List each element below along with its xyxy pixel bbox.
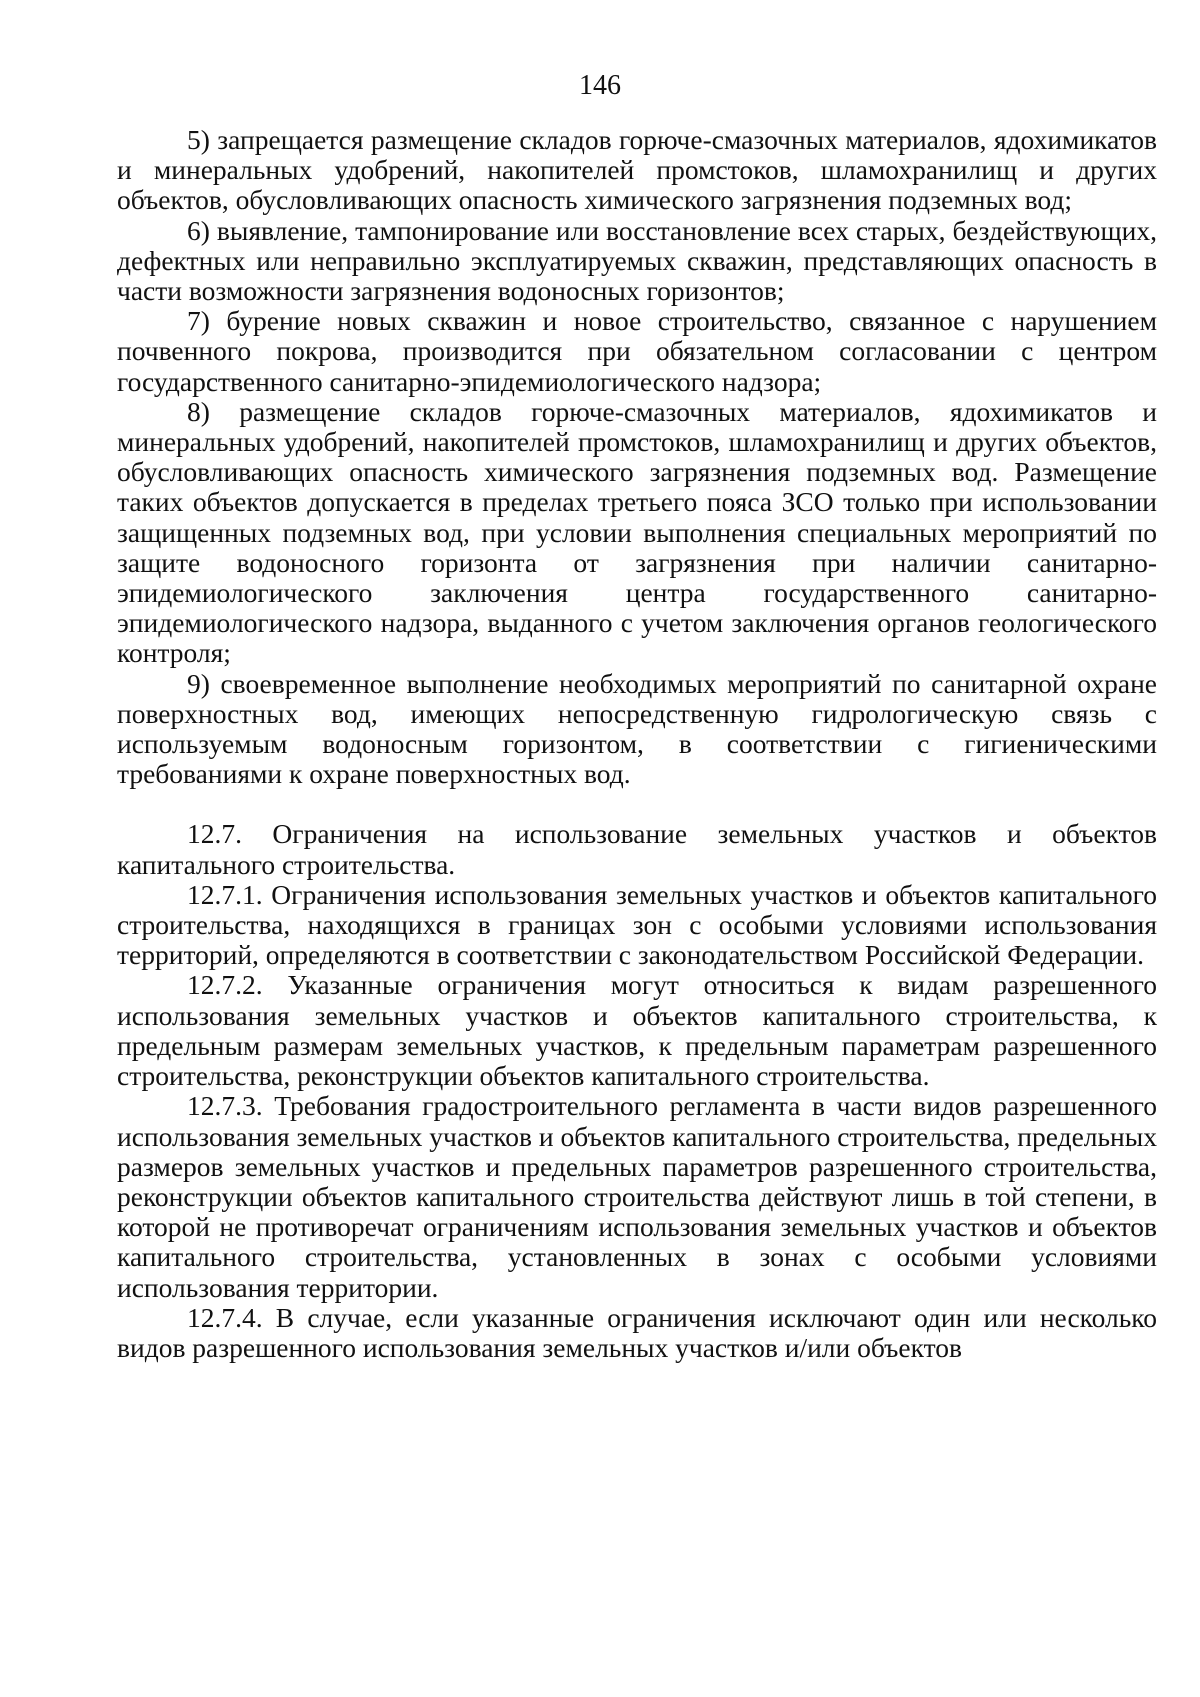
clause-12-7-2: 12.7.2. Указанные ограничения могут относиться к видам разрешенного использования земельных участков и объектов капитального строительства, к предельным размерам земельных участков, к предельным параметрам разрешенного строительства, реконструкции объектов капитального строительства.	[117, 969, 1157, 1092]
section-heading-12-7: 12.7. Ограничения на использование земельных участков и объектов капитального строительства.	[117, 818, 1157, 880]
list-item-7: 7) бурение новых скважин и новое строительство, связанное с нарушением почвенного покрова, производится при обязательном согласовании с центром государственного санитарно-эпидемиологического надзора;	[117, 305, 1157, 397]
clause-12-7-4: 12.7.4. В случае, если указанные ограничения исключают один или несколько видов разрешенного использования земельных участков и/или объектов	[117, 1301, 1157, 1363]
clause-12-7-3: 12.7.3. Требования градостроительного регламента в части видов разрешенного использования земельных участков и объектов капитального строительства, предельных размеров земельных участков и предельных параметров разрешенного строительства, реконструкции объектов капитального строительства действуют лишь в той степени, в которой не противоречат ограничениям использования земельных участков и объектов капитального строительства, установленных в зонах с особыми условиями использования территории.	[117, 1090, 1157, 1303]
page-content	[117, 125, 1157, 1363]
list-item-9: 9) своевременное выполнение необходимых мероприятий по санитарной охране поверхностных вод, имеющих непосредственную гидрологическую связь с используемым водоносным горизонтом, в соответствии с гигиеническими требованиями к охране поверхностных вод.	[117, 667, 1157, 790]
clause-12-7-1: 12.7.1. Ограничения использования земельных участков и объектов капитального строительства, находящихся в границах зон с особыми условиями использования территорий, определяются в соответствии с законодательством Российской Федерации.	[117, 878, 1157, 971]
list-item-5: 5) запрещается размещение складов горюче-смазочных материалов, ядохимикатов и минеральных удобрений, накопителей промстоков, шламохранилищ и других объектов, обусловливающих опасность химического загрязнения подземных вод;	[117, 124, 1157, 216]
list-item-8: 8) размещение складов горюче-смазочных материалов, ядохимикатов и минеральных удобрений, накопителей промстоков, шламохранилищ и других объектов, обусловливающих опасность химического загрязнения подземных вод. Размещение таких объектов допускается в пределах третьего пояса ЗСО только при использовании защищенных подземных вод, при условии выполнения специальных мероприятий по защите водоносного горизонта от загрязнения при наличии санитарно-эпидемиологического заключения центра государственного санитарно-эпидемиологического надзора, выданного с учетом заключения органов геологического контроля;	[117, 395, 1157, 669]
page-number: 146	[579, 70, 621, 101]
list-item-6: 6) выявление, тампонирование или восстановление всех старых, бездействующих, дефектных или неправильно эксплуатируемых скважин, представляющих опасность в части возможности загрязнения водоносных горизонтов;	[117, 214, 1157, 307]
section-spacer	[117, 789, 1157, 819]
